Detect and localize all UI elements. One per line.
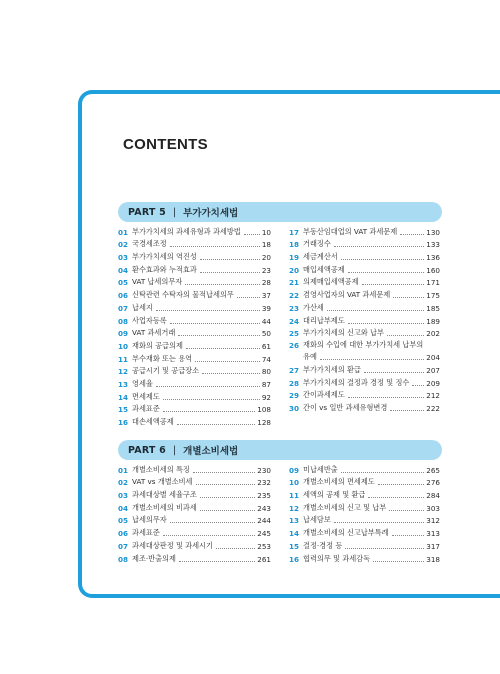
entry-title: 영세율 (132, 378, 153, 388)
toc-entry (118, 326, 271, 339)
toc-entry (289, 487, 440, 500)
toc-entry (289, 262, 440, 275)
entry-leader-dots (177, 424, 256, 425)
part-name: 부가가치세법 (183, 208, 239, 219)
entry-number: 28 (289, 378, 300, 388)
entry-page: 18 (261, 240, 271, 250)
part-number: PART 6 (128, 444, 166, 456)
toc-entry (289, 525, 440, 538)
toc-entry (118, 224, 271, 237)
toc-entry-line (289, 350, 440, 363)
entry-page: 92 (261, 392, 271, 402)
entry-number: 16 (289, 554, 300, 564)
entry-page: 253 (257, 541, 271, 551)
toc-entry (289, 475, 440, 488)
toc-entry (289, 551, 440, 564)
toc-entry (289, 400, 440, 413)
entry-leader-dots (348, 272, 425, 273)
entry-title: 대리납부제도 (303, 315, 345, 325)
entry-page: 284 (426, 491, 440, 501)
toc-entry (118, 313, 271, 326)
entry-number: 01 (118, 227, 129, 237)
entry-page: 232 (257, 478, 271, 488)
toc-entry (289, 362, 440, 375)
entry-page: 204 (426, 353, 440, 363)
toc-entry (118, 538, 271, 551)
entry-page: 74 (261, 354, 271, 364)
entry-leader-dots (400, 234, 424, 235)
toc-column-part6-right (289, 462, 440, 564)
entry-number: 01 (118, 465, 129, 475)
entry-page: 244 (257, 516, 271, 526)
entry-leader-dots (156, 310, 260, 311)
entry-number: 08 (118, 554, 129, 564)
entry-number: 22 (289, 291, 300, 301)
toc-entry (118, 338, 271, 351)
entry-title: 재화의 수입에 대한 부가가치세 납부의 (303, 339, 424, 349)
entry-title: 국경세조정 (132, 239, 167, 249)
toc-entry (118, 487, 271, 500)
entry-number: 23 (289, 303, 300, 313)
entry-title: 매입세액공제 (303, 264, 345, 274)
toc-entry (118, 414, 271, 427)
entry-number: 06 (118, 291, 129, 301)
entry-page: 189 (426, 316, 440, 326)
entry-number: 12 (289, 503, 300, 513)
entry-title: 개별소비세의 특징 (132, 464, 190, 474)
entry-leader-dots (378, 484, 425, 485)
entry-title: VAT vs 개별소비세 (132, 477, 193, 487)
entry-leader-dots (393, 297, 424, 298)
entry-leader-dots (200, 259, 260, 260)
toc-entry (118, 364, 271, 377)
entry-number: 11 (118, 354, 129, 364)
toc-entry (289, 313, 440, 326)
entry-page: 20 (261, 253, 271, 263)
entry-leader-dots (186, 348, 260, 349)
part-separator: | (172, 206, 177, 218)
entry-leader-dots (320, 359, 424, 360)
entry-page: 44 (261, 316, 271, 326)
entry-title: 부가가치세의 과세유형과 과세방법 (132, 226, 241, 236)
entry-page: 10 (261, 227, 271, 237)
entry-number: 25 (289, 329, 300, 339)
entry-title: 세금계산서 (303, 252, 338, 262)
entry-number: 30 (289, 403, 300, 413)
entry-leader-dots (163, 411, 256, 412)
entry-page: 130 (426, 227, 440, 237)
contents-title: CONTENTS (123, 136, 208, 153)
entry-leader-dots (334, 246, 425, 247)
toc-entry (118, 275, 271, 288)
entry-page: 39 (261, 303, 271, 313)
entry-number: 17 (289, 227, 300, 237)
entry-leader-dots (170, 522, 256, 523)
entry-title-continued: 유예 (303, 352, 317, 362)
entry-leader-dots (196, 484, 256, 485)
entry-title: 가산세 (303, 302, 324, 312)
entry-page: 87 (261, 379, 271, 389)
entry-title: 부가가치세의 역진성 (132, 252, 197, 262)
entry-number: 06 (118, 529, 129, 539)
toc-entry (118, 287, 271, 300)
entry-number: 18 (289, 240, 300, 250)
toc-entry (118, 262, 271, 275)
entry-leader-dots (368, 497, 424, 498)
entry-number: 14 (289, 529, 300, 539)
entry-leader-dots (163, 399, 260, 400)
entry-leader-dots (193, 472, 255, 473)
entry-leader-dots (179, 561, 255, 562)
entry-leader-dots (364, 372, 424, 373)
entry-title: 대손세액공제 (132, 417, 174, 426)
entry-page: 212 (426, 391, 440, 401)
entry-title: 거래징수 (303, 239, 331, 249)
entry-number: 21 (289, 278, 300, 288)
entry-title: 과세표준 (132, 404, 160, 414)
entry-page: 230 (257, 465, 271, 475)
entry-title: 부가가치세의 신고와 납부 (303, 328, 384, 338)
toc-entry (118, 300, 271, 313)
entry-leader-dots (348, 323, 425, 324)
entry-leader-dots (244, 234, 260, 235)
toc-entry (289, 338, 440, 362)
entry-page: 175 (426, 291, 440, 301)
entry-leader-dots (412, 385, 424, 386)
entry-number: 19 (289, 253, 300, 263)
entry-title: 환수효과와 누적효과 (132, 264, 197, 274)
entry-page: 276 (426, 478, 440, 488)
entry-number: 10 (289, 478, 300, 488)
entry-number: 20 (289, 265, 300, 275)
entry-leader-dots (178, 335, 260, 336)
toc-entry (289, 462, 440, 475)
entry-number: 08 (118, 316, 129, 326)
entry-title: 부동산임대업의 VAT 과세문제 (303, 226, 398, 236)
entry-page: 50 (261, 329, 271, 339)
entry-leader-dots (387, 335, 424, 336)
entry-title: 세액의 공제 및 환급 (303, 490, 366, 500)
toc-entry (289, 326, 440, 339)
part-separator: | (172, 444, 177, 456)
toc-entry (118, 389, 271, 402)
entry-number: 13 (118, 379, 129, 389)
entry-number: 03 (118, 253, 129, 263)
entry-number: 29 (289, 391, 300, 401)
entry-title: 제조·반출의제 (132, 553, 176, 563)
entry-leader-dots (185, 284, 260, 285)
entry-page: 243 (257, 503, 271, 513)
entry-leader-dots (341, 472, 425, 473)
entry-leader-dots (334, 522, 425, 523)
toc-entry (289, 388, 440, 401)
entry-title: 개별소비세의 신고 및 납부 (303, 502, 387, 512)
entry-title: 협력의무 및 과세감독 (303, 553, 371, 563)
entry-leader-dots (348, 397, 425, 398)
entry-title: 의제매입세액공제 (303, 277, 359, 287)
entry-number: 04 (118, 265, 129, 275)
entry-leader-dots (389, 510, 424, 511)
entry-page: 171 (426, 278, 440, 288)
entry-number: 09 (289, 465, 300, 475)
entry-title: 신탁관련 수탁자의 물적납세의무 (132, 290, 234, 300)
toc-entry (289, 500, 440, 513)
entry-leader-dots (200, 497, 256, 498)
entry-number: 03 (118, 491, 129, 501)
toc-entry (289, 513, 440, 526)
toc-entry (289, 287, 440, 300)
toc-entry (118, 376, 271, 389)
entry-leader-dots (392, 535, 425, 536)
entry-title: 개별소비세의 면세제도 (303, 477, 375, 487)
entry-title: 간이과세제도 (303, 390, 345, 400)
entry-page: 265 (426, 465, 440, 475)
entry-page: 80 (261, 367, 271, 377)
entry-page: 222 (426, 403, 440, 413)
entry-leader-dots (200, 272, 260, 273)
entry-title: 납세지 (132, 302, 153, 312)
toc-entry (118, 551, 271, 564)
part-header-5 (118, 202, 442, 222)
toc-entry (118, 249, 271, 262)
entry-page: 261 (257, 554, 271, 564)
entry-leader-dots (163, 535, 256, 536)
entry-number: 15 (289, 541, 300, 551)
entry-number: 11 (289, 491, 300, 501)
toc-entry (289, 275, 440, 288)
entry-page: 37 (261, 291, 271, 301)
entry-number: 09 (118, 329, 129, 339)
entry-page: 128 (257, 418, 271, 427)
entry-page: 108 (257, 405, 271, 415)
entry-number: 10 (118, 341, 129, 351)
entry-title: 납세담보 (303, 515, 331, 525)
entry-leader-dots (195, 361, 260, 362)
toc-entry (118, 462, 271, 475)
toc-entry (289, 224, 440, 237)
entry-number: 07 (118, 303, 129, 313)
entry-leader-dots (373, 561, 424, 562)
entry-page: 133 (426, 240, 440, 250)
entry-page: 303 (426, 503, 440, 513)
entry-number: 26 (289, 340, 300, 350)
entry-number: 12 (118, 367, 129, 377)
toc-entry (118, 351, 271, 364)
toc-column-part6-left (118, 462, 271, 564)
toc-entry (289, 300, 440, 313)
entry-page: 312 (426, 516, 440, 526)
entry-page: 28 (261, 278, 271, 288)
entry-title: 결정·경정 등 (303, 540, 343, 550)
toc-entry (118, 475, 271, 488)
entry-number: 14 (118, 392, 129, 402)
entry-page: 185 (426, 303, 440, 313)
entry-leader-dots (237, 297, 260, 298)
entry-leader-dots (202, 373, 260, 374)
entry-page: 235 (257, 491, 271, 501)
entry-page: 160 (426, 265, 440, 275)
entry-number: 13 (289, 516, 300, 526)
entry-page: 202 (426, 329, 440, 339)
entry-page: 318 (426, 554, 440, 564)
entry-title: 미납세반출 (303, 464, 338, 474)
entry-title: 납세의무자 (132, 515, 167, 525)
part-name: 개별소비세법 (183, 446, 239, 457)
entry-page: 209 (426, 378, 440, 388)
toc-column-part5-left (118, 224, 271, 427)
entry-leader-dots (362, 284, 425, 285)
entry-leader-dots (345, 548, 424, 549)
entry-number: 05 (118, 516, 129, 526)
entry-leader-dots (327, 310, 424, 311)
entry-number: 27 (289, 365, 300, 375)
entry-number: 04 (118, 503, 129, 513)
entry-number: 02 (118, 478, 129, 488)
entry-page: 313 (426, 529, 440, 539)
toc-entry (289, 249, 440, 262)
toc-column-part5-right (289, 224, 440, 413)
entry-title: 과세대상별 세율구조 (132, 490, 197, 500)
entry-leader-dots (200, 510, 256, 511)
entry-title: 부수재화 또는 용역 (132, 353, 193, 363)
entry-number: 02 (118, 240, 129, 250)
toc-entry (289, 538, 440, 551)
part-number: PART 5 (128, 206, 166, 218)
entry-number: 15 (118, 405, 129, 415)
entry-title: VAT 과세거래 (132, 328, 176, 338)
entry-page: 61 (261, 341, 271, 351)
entry-number: 07 (118, 541, 129, 551)
entry-title: 면세제도 (132, 391, 160, 401)
entry-title: 부가가치세의 결정과 경정 및 징수 (303, 377, 410, 387)
entry-page: 245 (257, 529, 271, 539)
toc-entry (289, 375, 440, 388)
entry-number: 05 (118, 278, 129, 288)
entry-title: 사업자등록 (132, 315, 167, 325)
toc-entry (118, 513, 271, 526)
entry-page: 23 (261, 265, 271, 275)
entry-leader-dots (390, 410, 424, 411)
toc-entry (118, 237, 271, 250)
entry-page: 207 (426, 365, 440, 375)
entry-leader-dots (170, 323, 260, 324)
entry-number: 16 (118, 418, 129, 427)
entry-title: 개별소비세의 비과세 (132, 502, 197, 512)
entry-title: VAT 납세의무자 (132, 277, 183, 287)
toc-entry-line (289, 338, 440, 350)
entry-page: 317 (426, 541, 440, 551)
toc-entry (118, 525, 271, 538)
toc-entry (118, 500, 271, 513)
entry-title: 부가가치세의 환급 (303, 364, 361, 374)
entry-title: 과세대상판정 및 과세시기 (132, 540, 213, 550)
entry-leader-dots (341, 259, 425, 260)
entry-title: 간이 vs 일반 과세유형변경 (303, 402, 388, 412)
entry-page: 136 (426, 253, 440, 263)
entry-leader-dots (170, 246, 260, 247)
entry-number: 24 (289, 316, 300, 326)
entry-title: 과세표준 (132, 528, 160, 538)
toc-entry (289, 237, 440, 250)
part-header-6 (118, 440, 442, 460)
entry-title: 재화의 공급의제 (132, 340, 183, 350)
entry-title: 공급시기 및 공급장소 (132, 366, 200, 376)
entry-title: 겸영사업자의 VAT 과세문제 (303, 290, 391, 300)
toc-entry (118, 402, 271, 415)
entry-title: 개별소비세의 신고납부특례 (303, 528, 389, 538)
entry-leader-dots (156, 386, 260, 387)
entry-leader-dots (216, 548, 255, 549)
